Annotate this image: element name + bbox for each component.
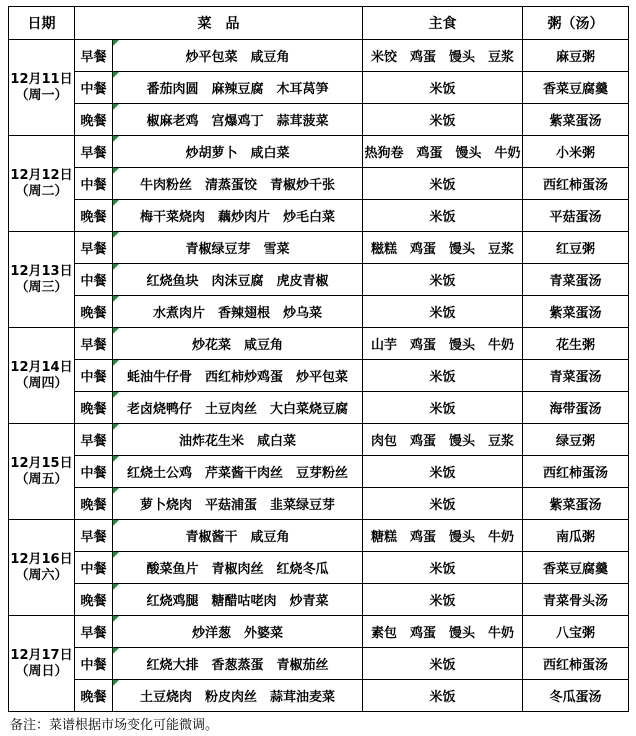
- cell-comment-marker-icon: [113, 136, 119, 142]
- date-cell: [9, 136, 75, 232]
- meal-label: [75, 40, 113, 72]
- staple-cell: 米饭: [363, 168, 523, 200]
- meal-label-text: 晚餐: [80, 114, 107, 129]
- header-dishes: 菜 品: [75, 7, 363, 40]
- dishes-text: 红烧鱼块 肉沫豆腐 虎皮青椒: [146, 274, 329, 289]
- dishes-cell: [113, 552, 363, 584]
- cell-comment-marker-icon: [113, 40, 119, 46]
- cell-comment-marker-icon: [113, 456, 119, 462]
- dishes-text: 青椒绿豆芽 雪菜: [185, 242, 290, 257]
- date-text: 12月14日: [10, 359, 73, 375]
- date-text: 12月11日: [10, 71, 73, 87]
- meal-label: [75, 488, 113, 520]
- meal-row: [9, 328, 629, 360]
- meal-label-text: 中餐: [80, 274, 107, 289]
- staple-cell: 米饺 鸡蛋 馒头 豆浆: [363, 40, 523, 72]
- date-text: 12月15日: [10, 455, 73, 471]
- staple-cell: 热狗卷 鸡蛋 馒头 牛奶: [363, 136, 523, 168]
- soup-cell: 青菜蛋汤: [523, 264, 629, 296]
- dishes-text: 番茄肉圆 麻辣豆腐 木耳莴笋: [146, 82, 329, 97]
- weekday-text: （周六）: [15, 567, 68, 583]
- staple-cell: 米饭: [363, 200, 523, 232]
- soup-cell: 青菜蛋汤: [523, 360, 629, 392]
- meal-row: [9, 680, 629, 712]
- cell-comment-marker-icon: [113, 488, 119, 494]
- meal-label-text: 中餐: [80, 658, 107, 673]
- dishes-cell: [113, 232, 363, 264]
- staple-cell: 米饭: [363, 648, 523, 680]
- soup-cell: 西红柿蛋汤: [523, 648, 629, 680]
- cell-comment-marker-icon: [113, 264, 119, 270]
- dishes-cell: [113, 360, 363, 392]
- cell-comment-marker-icon: [113, 424, 119, 430]
- meal-label-text: 晚餐: [80, 210, 107, 225]
- meal-row: [9, 392, 629, 424]
- dishes-cell: [113, 648, 363, 680]
- cell-comment-marker-icon: [113, 360, 119, 366]
- meal-label-text: 晚餐: [80, 498, 107, 513]
- weekday-text: （周日）: [15, 663, 68, 679]
- cell-comment-marker-icon: [113, 616, 119, 622]
- staple-cell: 米饭: [363, 72, 523, 104]
- date-cell: [9, 520, 75, 616]
- meal-label: [75, 264, 113, 296]
- meal-label: [75, 392, 113, 424]
- footnote: 备注：菜谱根据市场变化可能微调。: [10, 718, 219, 733]
- dishes-cell: [113, 136, 363, 168]
- dishes-text: 油炸花生米 咸白菜: [178, 434, 296, 449]
- weekday-text: （周三）: [15, 279, 68, 295]
- meal-label-text: 中餐: [80, 82, 107, 97]
- date-cell: [9, 424, 75, 520]
- dishes-cell: [113, 392, 363, 424]
- soup-cell: 冬瓜蛋汤: [523, 680, 629, 712]
- meal-row: [9, 200, 629, 232]
- dishes-cell: [113, 72, 363, 104]
- dishes-text: 牛肉粉丝 清蒸蛋饺 青椒炒千张: [139, 178, 335, 193]
- dishes-text: 红烧土公鸡 芹菜酱干肉丝 豆芽粉丝: [126, 466, 348, 481]
- soup-cell: 八宝粥: [523, 616, 629, 648]
- dishes-text: 酸菜鱼片 青椒肉丝 红烧冬瓜: [146, 562, 329, 577]
- staple-cell: 米饭: [363, 680, 523, 712]
- dishes-text: 红烧鸡腿 糖醋咕咾肉 炒青菜: [146, 594, 329, 609]
- soup-cell: 香菜豆腐羹: [523, 72, 629, 104]
- staple-cell: 米饭: [363, 456, 523, 488]
- cell-comment-marker-icon: [113, 72, 119, 78]
- meal-row: [9, 456, 629, 488]
- dishes-cell: [113, 264, 363, 296]
- soup-cell: 小米粥: [523, 136, 629, 168]
- dishes-cell: [113, 104, 363, 136]
- cell-comment-marker-icon: [113, 200, 119, 206]
- date-cell: [9, 328, 75, 424]
- menu-body: [9, 40, 629, 712]
- soup-cell: 紫菜蛋汤: [523, 488, 629, 520]
- dishes-text: 水煮肉片 香辣翅根 炒乌菜: [152, 306, 322, 321]
- date-text: 12月12日: [10, 167, 73, 183]
- staple-cell: 米饭: [363, 392, 523, 424]
- dishes-cell: [113, 296, 363, 328]
- meal-row: [9, 520, 629, 552]
- meal-label-text: 中餐: [80, 178, 107, 193]
- meal-label-text: 晚餐: [80, 594, 107, 609]
- meal-label-text: 晚餐: [80, 402, 107, 417]
- meal-row: [9, 424, 629, 456]
- meal-row: [9, 136, 629, 168]
- dishes-text: 炒花菜 咸豆角: [191, 338, 283, 353]
- meal-label: [75, 168, 113, 200]
- dishes-text: 萝卜烧肉 平菇浦蛋 韭菜绿豆芽: [139, 498, 335, 513]
- meal-label: [75, 424, 113, 456]
- header-row: [9, 7, 629, 40]
- cell-comment-marker-icon: [113, 168, 119, 174]
- cell-comment-marker-icon: [113, 104, 119, 110]
- soup-cell: 海带蛋汤: [523, 392, 629, 424]
- weekday-text: （周一）: [15, 87, 68, 103]
- meal-label-text: 早餐: [80, 146, 107, 161]
- cell-comment-marker-icon: [113, 520, 119, 526]
- weekday-text: （周四）: [15, 375, 68, 391]
- date-cell: [9, 616, 75, 712]
- meal-row: [9, 232, 629, 264]
- meal-row: [9, 40, 629, 72]
- staple-cell: 米饭: [363, 488, 523, 520]
- date-text: 12月13日: [10, 263, 73, 279]
- cell-comment-marker-icon: [113, 296, 119, 302]
- meal-label: [75, 200, 113, 232]
- staple-cell: 肉包 鸡蛋 馒头 豆浆: [363, 424, 523, 456]
- soup-cell: 南瓜粥: [523, 520, 629, 552]
- meal-row: [9, 104, 629, 136]
- soup-cell: 红豆粥: [523, 232, 629, 264]
- staple-cell: 米饭: [363, 552, 523, 584]
- header-soup: 粥（汤）: [523, 7, 629, 40]
- meal-label-text: 早餐: [80, 338, 107, 353]
- soup-cell: 西红柿蛋汤: [523, 456, 629, 488]
- meal-row: [9, 296, 629, 328]
- dishes-cell: [113, 520, 363, 552]
- soup-cell: 麻豆粥: [523, 40, 629, 72]
- meal-label-text: 中餐: [80, 370, 107, 385]
- soup-cell: 西红柿蛋汤: [523, 168, 629, 200]
- dishes-text: 青椒酱干 咸豆角: [185, 530, 290, 545]
- dishes-cell: [113, 616, 363, 648]
- weekday-text: （周二）: [15, 183, 68, 199]
- staple-cell: 米饭: [363, 264, 523, 296]
- meal-row: [9, 584, 629, 616]
- staple-cell: 米饭: [363, 584, 523, 616]
- meal-row: [9, 72, 629, 104]
- meal-label-text: 早餐: [80, 242, 107, 257]
- cell-comment-marker-icon: [113, 648, 119, 654]
- dishes-cell: [113, 488, 363, 520]
- meal-label-text: 早餐: [80, 530, 107, 545]
- staple-cell: 米饭: [363, 104, 523, 136]
- dishes-cell: [113, 200, 363, 232]
- header-date: 日期: [9, 7, 75, 40]
- meal-label: [75, 232, 113, 264]
- meal-label: [75, 680, 113, 712]
- cell-comment-marker-icon: [113, 392, 119, 398]
- dishes-text: 椒麻老鸡 宫爆鸡丁 蒜茸菠菜: [146, 114, 329, 129]
- cell-comment-marker-icon: [113, 552, 119, 558]
- meal-label: [75, 616, 113, 648]
- staple-cell: 山芋 鸡蛋 馒头 牛奶: [363, 328, 523, 360]
- soup-cell: 花生粥: [523, 328, 629, 360]
- date-cell: [9, 40, 75, 136]
- meal-label-text: 晚餐: [80, 306, 107, 321]
- dishes-text: 梅干菜烧肉 藕炒肉片 炒毛白菜: [139, 210, 335, 225]
- header-staple: 主食: [363, 7, 523, 40]
- meal-label: [75, 520, 113, 552]
- meal-label-text: 晚餐: [80, 690, 107, 705]
- meal-label: [75, 584, 113, 616]
- dishes-cell: [113, 40, 363, 72]
- meal-label-text: 早餐: [80, 50, 107, 65]
- dishes-text: 炒胡萝卜 咸白菜: [185, 146, 290, 161]
- meal-label: [75, 136, 113, 168]
- dishes-text: 蚝油牛仔骨 西红柿炒鸡蛋 炒平包菜: [126, 370, 348, 385]
- cell-comment-marker-icon: [113, 232, 119, 238]
- staple-cell: 糍糕 鸡蛋 馒头 豆浆: [363, 232, 523, 264]
- meal-label: [75, 360, 113, 392]
- meal-label: [75, 456, 113, 488]
- dishes-text: 老卤烧鸭仔 土豆肉丝 大白菜烧豆腐: [126, 402, 348, 417]
- dishes-text: 土豆烧肉 粉皮肉丝 蒜茸油麦菜: [139, 690, 335, 705]
- meal-label-text: 早餐: [80, 626, 107, 641]
- meal-row: [9, 488, 629, 520]
- dishes-cell: [113, 680, 363, 712]
- cell-comment-marker-icon: [113, 680, 119, 686]
- meal-row: [9, 360, 629, 392]
- dishes-cell: [113, 584, 363, 616]
- soup-cell: 香菜豆腐羹: [523, 552, 629, 584]
- meal-row: [9, 552, 629, 584]
- soup-cell: 青菜骨头汤: [523, 584, 629, 616]
- meal-label: [75, 648, 113, 680]
- date-cell: [9, 232, 75, 328]
- dishes-cell: [113, 456, 363, 488]
- staple-cell: 米饭: [363, 360, 523, 392]
- soup-cell: 绿豆粥: [523, 424, 629, 456]
- cell-comment-marker-icon: [113, 584, 119, 590]
- soup-cell: 平菇蛋汤: [523, 200, 629, 232]
- dishes-cell: [113, 424, 363, 456]
- meal-label: [75, 328, 113, 360]
- dishes-text: 炒平包菜 咸豆角: [185, 50, 290, 65]
- meal-row: [9, 648, 629, 680]
- meal-label: [75, 72, 113, 104]
- date-text: 12月16日: [10, 551, 73, 567]
- staple-cell: 糖糕 鸡蛋 馒头 牛奶: [363, 520, 523, 552]
- meal-row: [9, 168, 629, 200]
- meal-label: [75, 104, 113, 136]
- meal-label-text: 中餐: [80, 466, 107, 481]
- dishes-cell: [113, 168, 363, 200]
- meal-label-text: 早餐: [80, 434, 107, 449]
- dishes-cell: [113, 328, 363, 360]
- meal-row: [9, 264, 629, 296]
- dishes-text: 红烧大排 香葱蒸蛋 青椒茄丝: [146, 658, 329, 673]
- soup-cell: 紫菜蛋汤: [523, 104, 629, 136]
- dishes-text: 炒洋葱 外婆菜: [191, 626, 283, 641]
- weekday-text: （周五）: [15, 471, 68, 487]
- meal-label-text: 中餐: [80, 562, 107, 577]
- date-text: 12月17日: [10, 647, 73, 663]
- meal-label: [75, 296, 113, 328]
- soup-cell: 紫菜蛋汤: [523, 296, 629, 328]
- weekly-menu-table: [8, 6, 629, 712]
- staple-cell: 素包 鸡蛋 馒头 牛奶: [363, 616, 523, 648]
- cell-comment-marker-icon: [113, 328, 119, 334]
- meal-label: [75, 552, 113, 584]
- meal-row: [9, 616, 629, 648]
- staple-cell: 米饭: [363, 296, 523, 328]
